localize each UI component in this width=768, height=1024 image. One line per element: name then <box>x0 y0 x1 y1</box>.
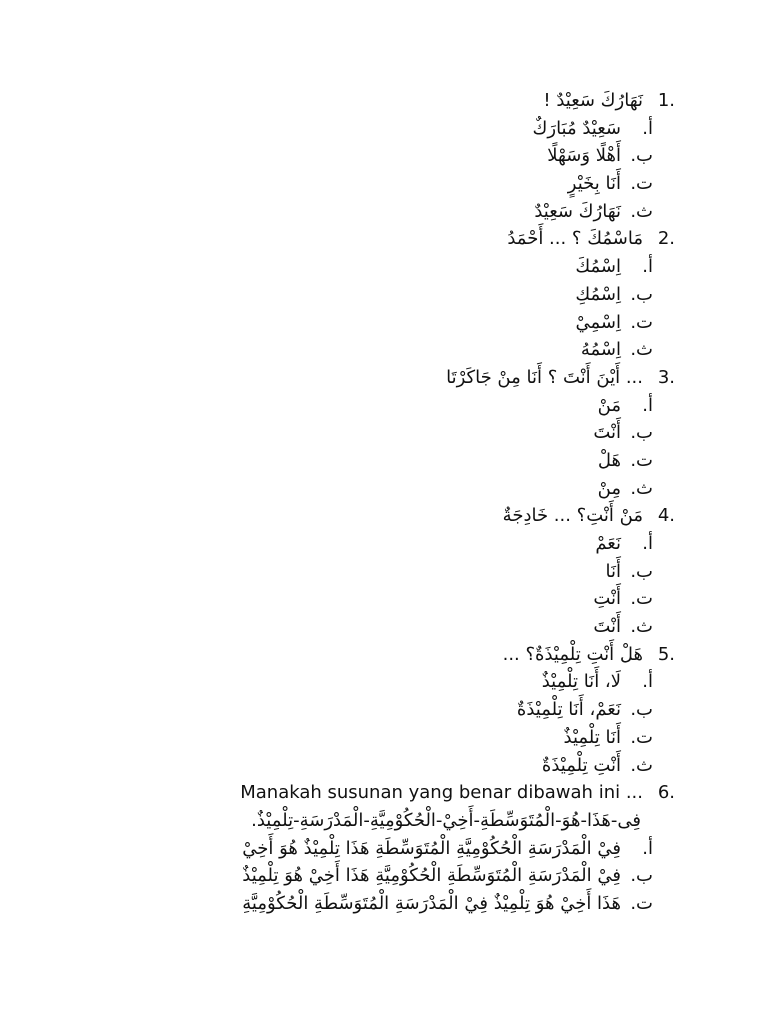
question-number: 6. <box>657 782 675 804</box>
option-text: اِسْمِيْ <box>575 311 621 333</box>
quiz-list <box>75 87 675 918</box>
option-text: أَنَا تِلْمِيْذٌ <box>563 726 621 748</box>
option-text: هَذَا أَخِيْ هُوَ تِلْمِيْذٌ فِيْ الْمَدْرَسَةِ الْمُتَوَسِّطَةِ الْحُكُوْمِيَّةِ <box>242 892 621 914</box>
question-text: مَنْ أَنْتِ؟ ... خَادِجَةٌ <box>502 505 643 527</box>
question-2 <box>75 225 675 253</box>
option-label: ت. <box>630 588 653 610</box>
question-text: مَاسْمُكَ ؟ ... أَحْمَدُ <box>507 228 643 250</box>
option-label: ب. <box>630 422 653 444</box>
option-text: اِسْمُكِ <box>575 283 621 305</box>
option-label: ت. <box>630 173 653 195</box>
option-a <box>75 115 675 143</box>
option-b <box>75 142 675 170</box>
option-a <box>75 668 675 696</box>
option-label: أ. <box>642 671 653 693</box>
option-label: ب. <box>630 560 653 582</box>
option-text: سَعِيْدٌ مُبَارَكٌ <box>532 117 621 139</box>
option-label: ب. <box>630 283 653 305</box>
option-c <box>75 585 675 613</box>
option-text: فِيْ الْمَدْرَسَةِ الْمُتَوَسِّطَةِ الْحُكُوْمِيَّةِ هَذَا أَخِيْ هُوَ تِلْمِيْذٌ <box>242 865 621 887</box>
question-3 <box>75 364 675 392</box>
option-a <box>75 835 675 863</box>
question-5 <box>75 641 675 669</box>
option-label: أ. <box>642 256 653 278</box>
question-text: ... أَيْنَ أَنْتَ ؟ أَنَا مِنْ جَاكَرْتَا <box>446 366 643 388</box>
option-label: ت. <box>630 726 653 748</box>
question-number: 4. <box>657 505 675 527</box>
option-text: اِسْمُهُ <box>580 339 621 361</box>
option-text: نَعَمْ <box>595 533 621 554</box>
option-label: أ. <box>642 533 653 554</box>
option-c <box>75 724 675 752</box>
question-number: 5. <box>657 643 675 665</box>
option-a <box>75 530 675 558</box>
option-c <box>75 447 675 475</box>
option-b <box>75 281 675 309</box>
option-d <box>75 198 675 226</box>
question-number: 2. <box>657 228 675 250</box>
option-c <box>75 170 675 198</box>
option-label: ث. <box>630 339 653 361</box>
option-text: أَهْلًا وَسَهْلًا <box>547 145 621 167</box>
option-text: أَنْتِ <box>593 588 621 610</box>
option-label: ت. <box>630 892 653 914</box>
option-d <box>75 475 675 503</box>
option-label: ث. <box>630 754 653 776</box>
option-d <box>75 613 675 641</box>
option-label: ت. <box>630 449 653 471</box>
question-text: نَهَارُكَ سَعِيْدٌ ! <box>543 90 643 111</box>
option-b <box>75 862 675 890</box>
option-text: أَنَا بِخَيْرٍ <box>567 173 621 195</box>
question-4 <box>75 502 675 530</box>
option-text: نَعَمْ، أَنَا تِلْمِيْذَةٌ <box>516 699 621 721</box>
option-c <box>75 309 675 337</box>
option-c <box>75 890 675 918</box>
option-text: أَنْتَ <box>593 422 621 444</box>
option-text: اِسْمُكَ <box>575 256 621 278</box>
option-text: أَنْتِ تِلْمِيْذَةٌ <box>541 754 621 776</box>
question-1 <box>75 87 675 115</box>
option-text: نَهَارُكَ سَعِيْدٌ <box>534 200 621 222</box>
option-text: مَنْ <box>597 394 621 416</box>
option-text: لَا، أَنَا تِلْمِيْذٌ <box>541 671 621 693</box>
option-text: هَلْ <box>597 449 621 471</box>
question-text: Manakah susunan yang benar dibawah ini ... <box>240 782 643 804</box>
option-label: ب. <box>630 699 653 721</box>
option-text: أَنْتَ <box>593 616 621 638</box>
option-label: ث. <box>630 477 653 499</box>
option-text: مِنْ <box>597 477 621 499</box>
option-label: ب. <box>630 865 653 887</box>
option-b <box>75 696 675 724</box>
option-label: ب. <box>630 145 653 167</box>
question-text: هَلْ أَنْتِ تِلْمِيْذَةٌ؟ ... <box>502 643 643 665</box>
option-label: ث. <box>630 200 653 222</box>
option-b <box>75 419 675 447</box>
option-label: أ. <box>642 837 653 859</box>
question-6 <box>75 779 675 807</box>
option-text: فِيْ الْمَدْرَسَةِ الْحُكُوْمِيَّةِ الْمُتَوَسِّطَةِ هَذَا تِلْمِيْذٌ هُوَ أَخِيْ <box>242 837 621 859</box>
option-a <box>75 253 675 281</box>
option-a <box>75 392 675 420</box>
option-d <box>75 752 675 780</box>
option-label: ث. <box>630 616 653 638</box>
option-label: أ. <box>642 394 653 416</box>
option-label: ت. <box>630 311 653 333</box>
question-number: 1. <box>657 90 675 111</box>
option-d <box>75 336 675 364</box>
option-label: أ. <box>642 117 653 139</box>
option-b <box>75 558 675 586</box>
question-number: 3. <box>657 366 675 388</box>
question-subtext: فِى-هَذَا-هُوَ-الْمُتَوَسِّطَةِ-أَخِيْ-الْحُكُوْمِيَّةِ-الْمَدْرَسَةِ-تِلْمِيْذٌ. <box>251 809 641 831</box>
option-text: أَنَا <box>605 560 621 582</box>
